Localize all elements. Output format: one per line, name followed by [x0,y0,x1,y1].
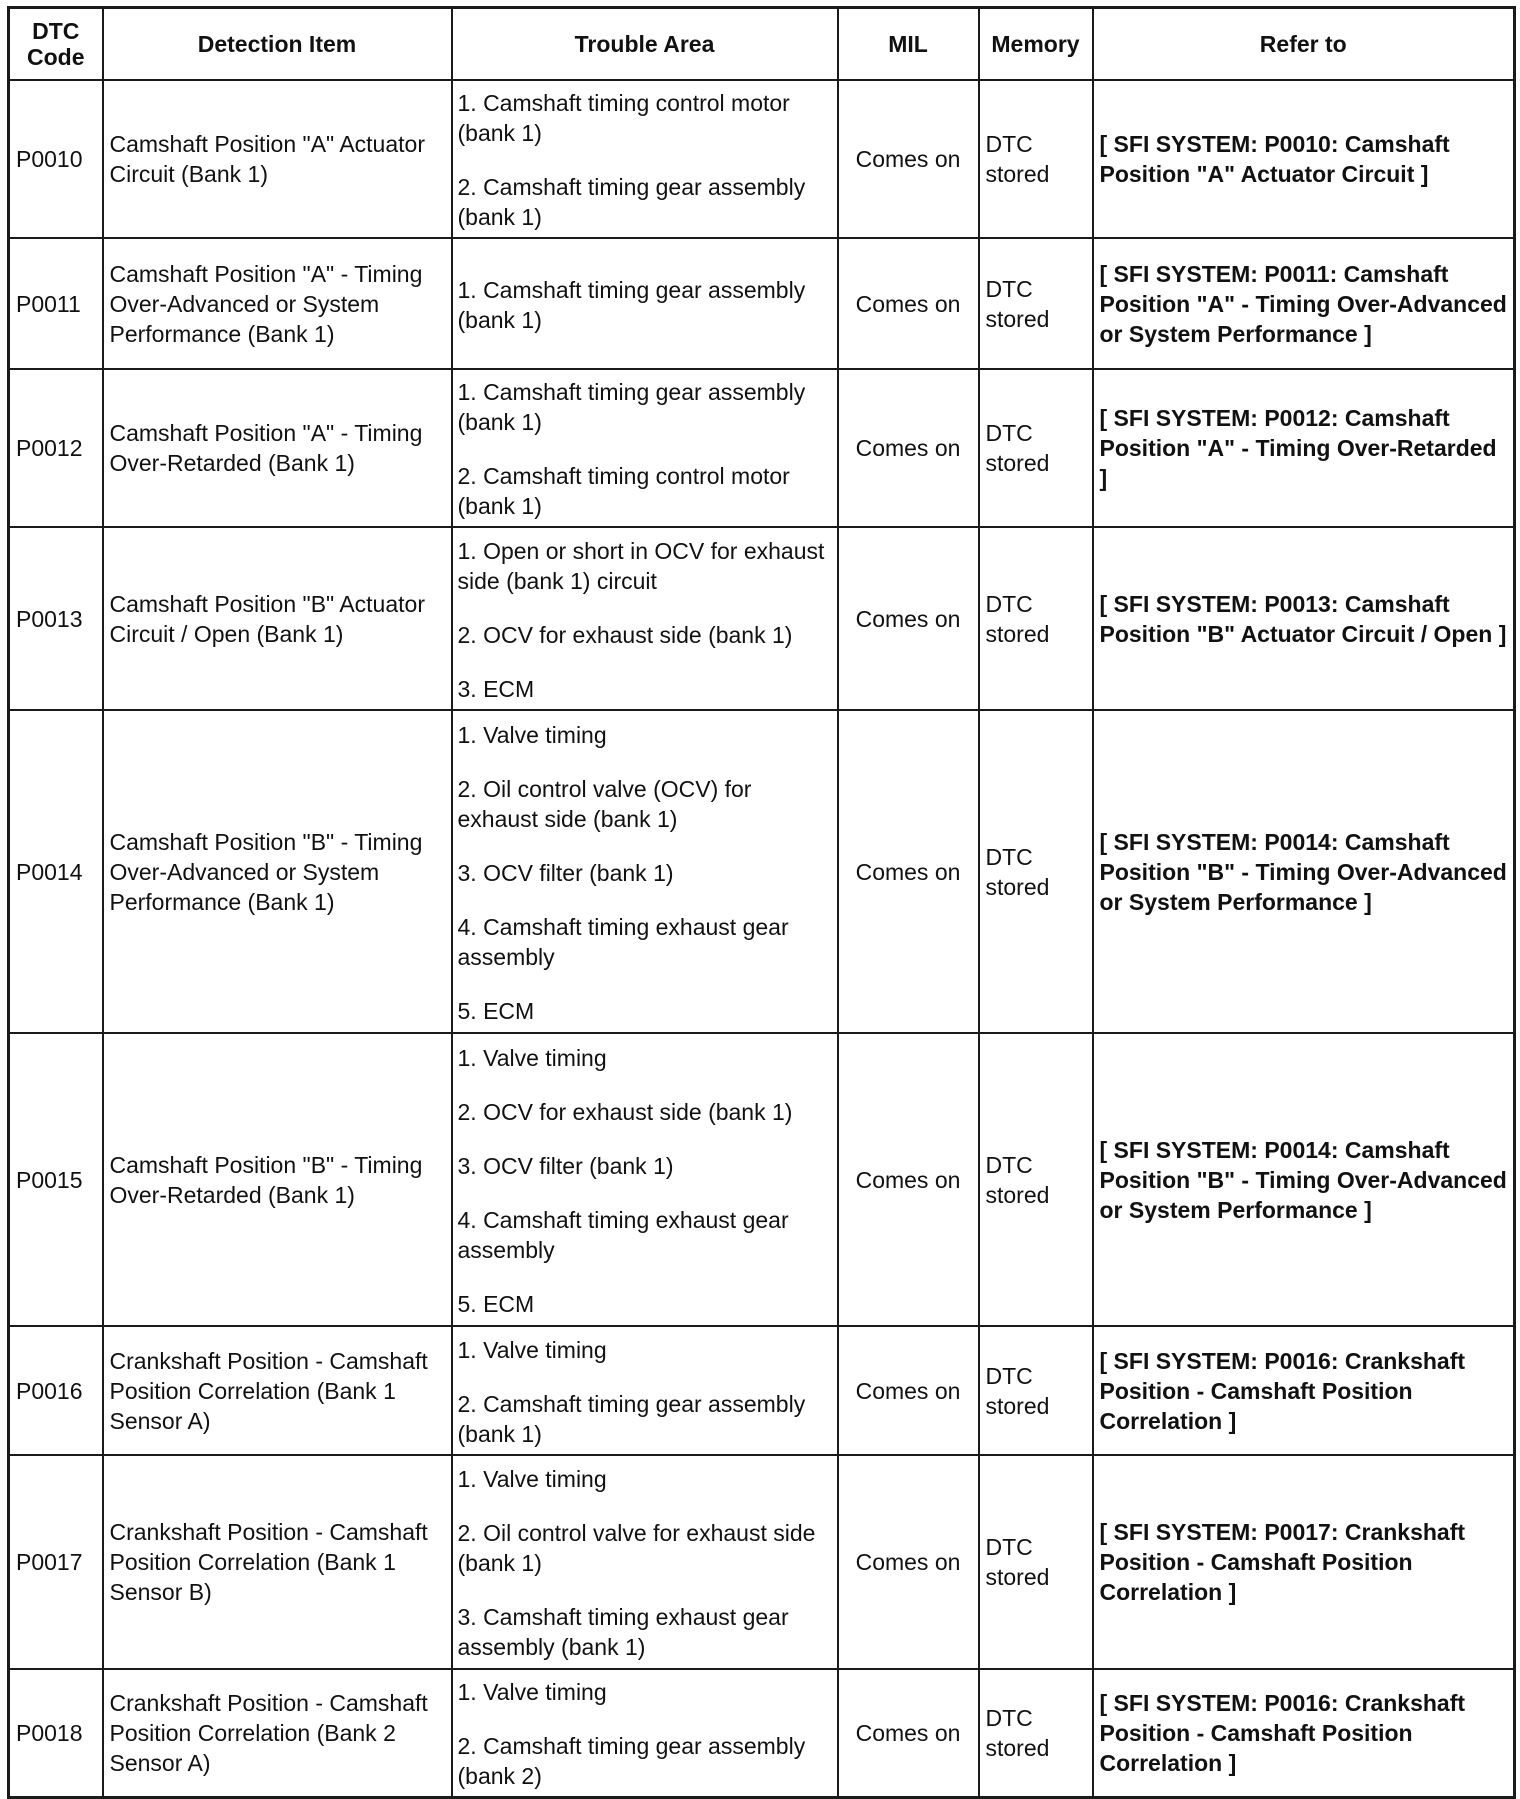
memory-cell: DTC stored [979,238,1093,369]
trouble-area-item: 2. Camshaft timing control motor (bank 1) [457,463,790,519]
trouble-area-item: 5. ECM [457,1290,535,1317]
detection-item-cell: Camshaft Position "B" Actuator Circuit / Open (Bank 1) [103,527,452,710]
mil-cell: Comes on [838,1326,979,1455]
memory-cell: DTC stored [979,1326,1093,1455]
mil-cell: Comes on [838,527,979,710]
memory-cell: DTC stored [979,80,1093,238]
detection-item-cell: Crankshaft Position - Camshaft Position Correlation (Bank 2 Sensor A) [103,1669,452,1797]
table-row [9,1033,1515,1326]
table-body [9,80,1515,1797]
table-row [9,527,1515,710]
mil-cell: Comes on [838,1455,979,1669]
refer-to-link: [ SFI SYSTEM: P0016: Crankshaft Position - Camshaft Position Correlation ] [1093,1669,1515,1797]
trouble-area-cell [452,1455,838,1669]
memory-cell: DTC stored [979,1455,1093,1669]
refer-to-link: [ SFI SYSTEM: P0012: Camshaft Position "A" - Timing Over-Retarded ] [1093,369,1515,527]
table-row [9,238,1515,369]
trouble-area-item: 1. Valve timing [457,721,607,748]
dtc-code-cell: P0014 [9,710,103,1033]
trouble-area-list [458,530,833,708]
trouble-area-cell [452,369,838,527]
trouble-area-item: 1. Open or short in OCV for exhaust side (bank 1) circuit [457,537,825,594]
trouble-area-item: 1. Camshaft timing gear assembly (bank 1) [457,276,806,333]
trouble-area-cell [452,710,838,1033]
trouble-area-item: 3. OCV filter (bank 1) [457,859,674,886]
dtc-code-cell: P0012 [9,369,103,527]
trouble-area-item: 2. Camshaft timing gear assembly (bank 2) [457,1732,806,1789]
trouble-area-item: 2. OCV for exhaust side (bank 1) [457,621,793,648]
refer-to-link: [ SFI SYSTEM: P0013: Camshaft Position "B" Actuator Circuit / Open ] [1093,527,1515,710]
table-row [9,710,1515,1033]
dtc-code-cell: P0016 [9,1326,103,1455]
dtc-code-cell: P0017 [9,1455,103,1669]
dtc-code-cell: P0015 [9,1033,103,1326]
detection-item-cell: Crankshaft Position - Camshaft Position Correlation (Bank 1 Sensor B) [103,1455,452,1669]
memory-cell: DTC stored [979,1669,1093,1797]
memory-cell: DTC stored [979,369,1093,527]
dtc-code-cell: P0011 [9,238,103,369]
mil-cell: Comes on [838,369,979,527]
trouble-area-item: 2. Camshaft timing gear assembly (bank 1) [457,1390,806,1447]
trouble-area-item: 3. Camshaft timing exhaust gear assembly (bank 1) [457,1604,789,1660]
trouble-area-cell [452,80,838,238]
trouble-area-item: 5. ECM [457,997,535,1024]
trouble-area-list [458,371,833,525]
dtc-code-cell: P0010 [9,80,103,238]
mil-cell: Comes on [838,80,979,238]
memory-cell: DTC stored [979,1033,1093,1326]
mil-cell: Comes on [838,710,979,1033]
header-trouble-area: Trouble Area [452,8,838,81]
trouble-area-list [458,1458,833,1666]
detection-item-cell: Camshaft Position "B" - Timing Over-Retarded (Bank 1) [103,1033,452,1326]
refer-to-link: [ SFI SYSTEM: P0016: Crankshaft Position - Camshaft Position Correlation ] [1093,1326,1515,1455]
trouble-area-item: 3. OCV filter (bank 1) [457,1152,674,1179]
detection-item-cell: Camshaft Position "A" - Timing Over-Advanced or System Performance (Bank 1) [103,238,452,369]
trouble-area-item: 3. ECM [457,675,535,702]
trouble-area-list [458,269,833,339]
refer-to-link: [ SFI SYSTEM: P0014: Camshaft Position "B" - Timing Over-Advanced or System Performance ] [1093,710,1515,1033]
trouble-area-item: 1. Valve timing [457,1466,607,1492]
refer-to-link: [ SFI SYSTEM: P0017: Crankshaft Position - Camshaft Position Correlation ] [1093,1455,1515,1669]
trouble-area-item: 2. Camshaft timing gear assembly (bank 1) [457,174,806,230]
trouble-area-list [458,1329,833,1453]
trouble-area-item: 1. Valve timing [457,1044,607,1071]
trouble-area-cell [452,238,838,369]
trouble-area-item: 1. Camshaft timing gear assembly (bank 1) [457,379,806,435]
refer-to-link: [ SFI SYSTEM: P0010: Camshaft Position "A" Actuator Circuit ] [1093,80,1515,238]
header-mil: MIL [838,8,979,81]
detection-item-cell: Crankshaft Position - Camshaft Position Correlation (Bank 1 Sensor A) [103,1326,452,1455]
trouble-area-list [458,714,833,1030]
header-refer-to: Refer to [1093,8,1515,81]
header-row [9,8,1515,81]
detection-item-cell: Camshaft Position "A" - Timing Over-Retarded (Bank 1) [103,369,452,527]
trouble-area-item: 1. Valve timing [457,1336,607,1363]
header-dtc-code [9,8,103,81]
dtc-code-cell: P0018 [9,1669,103,1797]
mil-cell: Comes on [838,1669,979,1797]
table-row [9,1669,1515,1797]
trouble-area-item: 1. Camshaft timing control motor (bank 1) [457,90,790,146]
trouble-area-item: 1. Valve timing [457,1678,607,1705]
trouble-area-item: 4. Camshaft timing exhaust gear assembly [457,1206,789,1263]
mil-cell: Comes on [838,1033,979,1326]
mil-cell: Comes on [838,238,979,369]
trouble-area-cell [452,1669,838,1797]
table-row [9,369,1515,527]
refer-to-link: [ SFI SYSTEM: P0011: Camshaft Position "A" - Timing Over-Advanced or System Performance ] [1093,238,1515,369]
detection-item-cell: Camshaft Position "A" Actuator Circuit (Bank 1) [103,80,452,238]
trouble-area-list [458,1671,833,1795]
table-row [9,80,1515,238]
header-dtc-code-line2: Code [27,44,85,70]
header-memory: Memory [979,8,1093,81]
table-row [9,1326,1515,1455]
memory-cell: DTC stored [979,527,1093,710]
table-row [9,1455,1515,1669]
dtc-table [7,6,1516,1799]
trouble-area-list [458,82,833,236]
trouble-area-item: 2. Oil control valve (OCV) for exhaust side (bank 1) [457,775,752,832]
detection-item-cell: Camshaft Position "B" - Timing Over-Advanced or System Performance (Bank 1) [103,710,452,1033]
trouble-area-cell [452,1033,838,1326]
trouble-area-item: 4. Camshaft timing exhaust gear assembly [457,913,789,970]
trouble-area-item: 2. OCV for exhaust side (bank 1) [457,1098,793,1125]
trouble-area-cell [452,1326,838,1455]
refer-to-link: [ SFI SYSTEM: P0014: Camshaft Position "B" - Timing Over-Advanced or System Performance ] [1093,1033,1515,1326]
dtc-code-cell: P0013 [9,527,103,710]
trouble-area-item: 2. Oil control valve for exhaust side (bank 1) [457,1520,816,1576]
header-detection-item: Detection Item [103,8,452,81]
header-dtc-code-line1: DTC [32,18,80,44]
trouble-area-cell [452,527,838,710]
trouble-area-list [458,1037,833,1323]
memory-cell: DTC stored [979,710,1093,1033]
